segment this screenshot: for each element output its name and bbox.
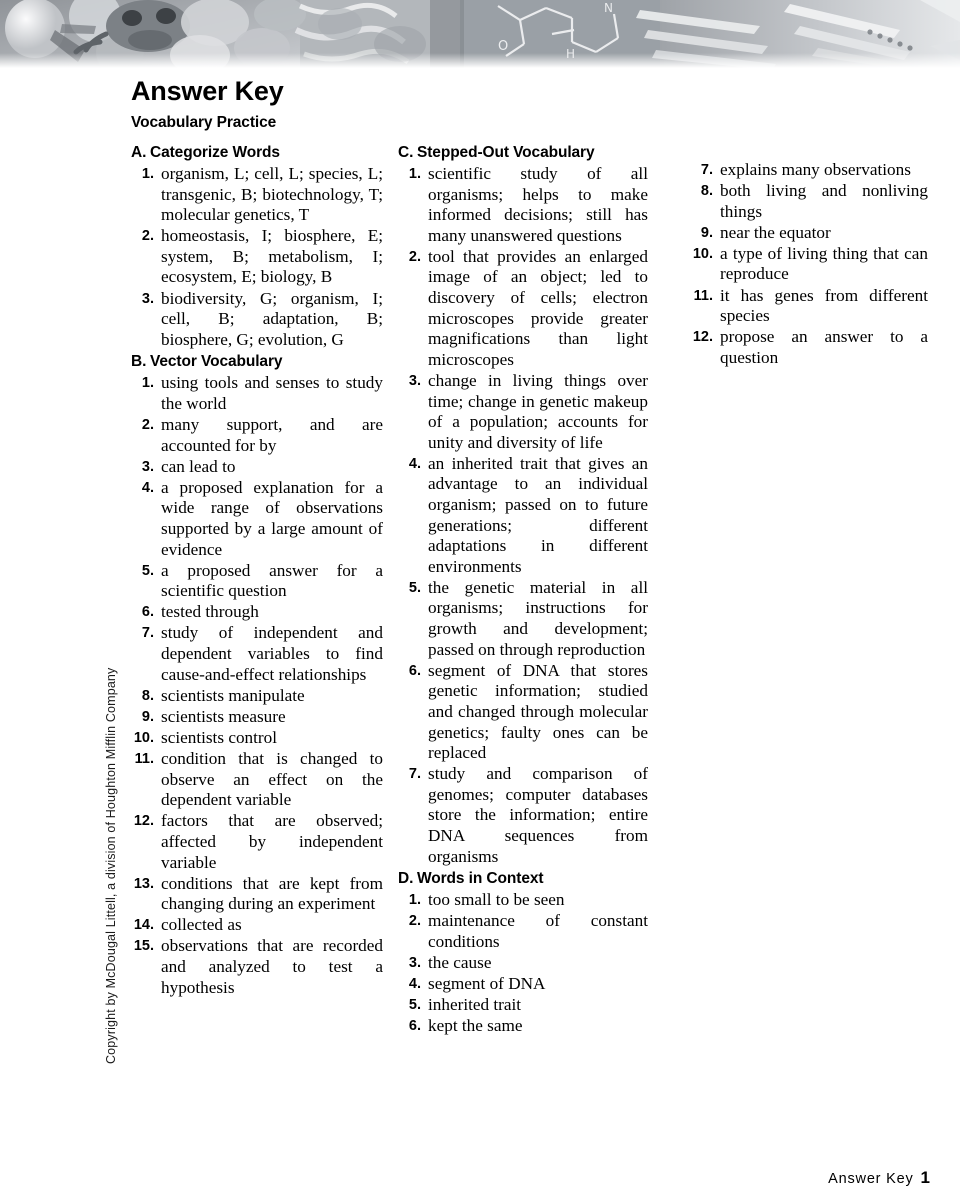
item-number: 12.: [133, 813, 154, 830]
column-two: [398, 141, 648, 1037]
item-text: a proposed explanation for a wide range of observations supported by a large amount of evidence: [161, 477, 383, 559]
answer-list-c: [398, 164, 648, 867]
list-item: [398, 911, 648, 952]
item-text: inherited trait: [428, 995, 522, 1015]
section-heading-d: [398, 870, 648, 888]
list-item: [131, 686, 383, 707]
item-number: 9.: [141, 708, 154, 725]
item-text: tool that provides an enlarged image of an object; led to discovery of cells; electron microscopes provide greater magnifications than light microscopes: [428, 246, 648, 369]
item-text: biodiversity, G; organism, I; cell, B; adaptation, B; biosphere, G; evolution, G: [161, 288, 383, 349]
item-text: propose an answer to a question: [720, 327, 928, 367]
item-text: near the equator: [720, 222, 831, 242]
item-text: change in living things over time; change in genetic makeup of a population; accounts for unity and diversity of life: [428, 370, 648, 452]
list-item: [131, 164, 383, 226]
list-item: [131, 415, 383, 456]
list-item: [131, 602, 383, 623]
section-heading-c: [398, 144, 648, 162]
column-one: [131, 141, 383, 999]
item-number: 1.: [408, 892, 421, 909]
item-text: a proposed answer for a scientific question: [161, 560, 383, 601]
list-item: [398, 890, 648, 911]
item-number: 10.: [692, 245, 713, 262]
item-number: 3.: [141, 458, 154, 475]
item-text: scientists control: [161, 727, 277, 747]
item-text: scientific study of all organisms; helps to make informed decisions; still has many unanswered questions: [428, 164, 648, 245]
list-item: [683, 244, 928, 285]
item-text: tested through: [161, 602, 259, 622]
item-number: 2.: [141, 228, 154, 245]
item-number: 7.: [700, 162, 713, 178]
item-text: factors that are observed; affected by independent variable: [161, 811, 383, 872]
answer-list-a: [131, 164, 383, 350]
item-number: 11.: [693, 287, 713, 304]
list-item: [398, 995, 648, 1016]
section-letter-c: C.: [398, 144, 414, 161]
item-text: condition that is changed to observe an effect on the dependent variable: [161, 749, 383, 810]
banner-artwork: [0, 0, 960, 68]
section-letter-d: D.: [398, 870, 414, 888]
copyright-notice: Copyright by McDougal Littell, a division of Houghton Mifflin Company: [104, 667, 118, 1064]
item-number: 6.: [408, 662, 421, 679]
item-text: segment of DNA: [428, 974, 546, 994]
section-title-c: Stepped-Out Vocabulary: [417, 144, 595, 161]
list-item: [131, 561, 383, 602]
list-item: [398, 764, 648, 867]
item-text: an inherited trait that gives an advantage to an individual organism; passed on to future generations; different adaptations in different environments: [428, 453, 648, 576]
item-text: study and comparison of genomes; computer databases store the information; entire DNA sequences from organisms: [428, 764, 648, 866]
item-number: 5.: [408, 997, 421, 1014]
item-number: 2.: [141, 417, 154, 434]
page-subtitle: Vocabulary Practice: [131, 114, 277, 131]
item-text: too small to be seen: [428, 890, 565, 910]
section-title-d: Words in Context: [417, 870, 544, 888]
item-number: 10.: [133, 729, 154, 746]
item-number: 6.: [141, 604, 154, 621]
item-text: many support, and are accounted for by: [161, 415, 383, 455]
list-item: [398, 454, 648, 578]
section-title-a: Categorize Words: [150, 144, 280, 161]
item-number: 1.: [141, 375, 154, 392]
item-number: 12.: [692, 329, 713, 346]
item-number: 14.: [133, 917, 154, 934]
section-letter-b: B.: [131, 353, 147, 371]
list-item: [683, 181, 928, 222]
list-item: [398, 164, 648, 246]
item-number: 4.: [408, 455, 421, 472]
item-number: 5.: [408, 579, 421, 596]
item-number: 3.: [408, 372, 421, 389]
item-text: conditions that are kept from changing during an experiment: [161, 873, 383, 914]
item-number: 11.: [134, 751, 154, 768]
item-text: it has genes from different species: [720, 285, 928, 326]
list-item: [131, 936, 383, 998]
list-item: [683, 223, 928, 244]
list-item: [683, 286, 928, 327]
list-item: [131, 373, 383, 414]
item-number: 5.: [141, 562, 154, 579]
list-item: [398, 1016, 648, 1037]
list-item: [683, 160, 928, 181]
item-number: 3.: [141, 290, 154, 307]
item-number: 8.: [141, 687, 154, 704]
item-text: organism, L; cell, L; species, L; transgenic, B; biotechnology, T; molecular genetics, T: [161, 164, 383, 225]
item-text: study of independent and dependent variables to find cause-and-effect relationships: [161, 623, 383, 684]
list-item: [683, 327, 928, 368]
list-item: [131, 478, 383, 560]
item-text: the genetic material in all organisms; instructions for growth and development; passed on through reproduction: [428, 577, 648, 659]
list-item: [131, 728, 383, 749]
section-heading-b: [131, 353, 383, 371]
list-item: [131, 874, 383, 915]
item-text: can lead to: [161, 456, 236, 476]
item-text: observations that are recorded and analyzed to test a hypothesis: [161, 936, 383, 997]
section-heading-a: [131, 144, 383, 162]
item-number: 2.: [408, 248, 421, 265]
item-text: using tools and senses to study the world: [161, 373, 383, 413]
page-body: [0, 68, 960, 1196]
item-number: 15.: [133, 938, 154, 955]
item-number: 6.: [408, 1018, 421, 1035]
item-text: explains many observations: [720, 160, 911, 179]
item-text: kept the same: [428, 1016, 523, 1036]
list-item: [398, 578, 648, 660]
answer-list-d-left: [398, 890, 648, 1037]
item-number: 2.: [408, 913, 421, 930]
item-number: 4.: [408, 976, 421, 993]
answer-list-d-right: [683, 160, 928, 368]
item-number: 3.: [408, 954, 421, 971]
section-title-b: Vector Vocabulary: [150, 353, 283, 371]
list-item: [131, 289, 383, 351]
footer-page-number: 1: [920, 1168, 930, 1187]
item-text: maintenance of constant conditions: [428, 911, 648, 951]
column-three: [683, 160, 928, 369]
item-text: scientists manipulate: [161, 685, 305, 705]
header-photo-banner: [0, 0, 960, 68]
list-item: [398, 661, 648, 764]
list-item: [398, 974, 648, 995]
item-text: collected as: [161, 915, 242, 935]
item-number: 1.: [141, 166, 154, 182]
list-item: [131, 623, 383, 685]
item-number: 1.: [408, 166, 421, 182]
list-item: [131, 811, 383, 873]
list-item: [398, 371, 648, 453]
list-item: [131, 457, 383, 478]
item-number: 7.: [408, 766, 421, 783]
item-number: 9.: [700, 224, 713, 241]
page-footer: [0, 1168, 960, 1188]
item-text: the cause: [428, 952, 492, 972]
list-item: [131, 749, 383, 811]
item-text: scientists measure: [161, 706, 286, 726]
item-text: a type of living thing that can reproduce: [720, 243, 928, 284]
answer-list-b: [131, 373, 383, 998]
item-text: both living and nonliving things: [720, 181, 928, 221]
list-item: [131, 707, 383, 728]
list-item: [131, 915, 383, 936]
item-number: 4.: [141, 479, 154, 496]
footer-label: Answer Key: [828, 1171, 914, 1187]
item-number: 7.: [141, 625, 154, 642]
item-number: 13.: [133, 875, 154, 892]
item-text: segment of DNA that stores genetic information; studied and changed through molecular genetics; faulty ones can be replaced: [428, 660, 648, 763]
page-title: Answer Key: [131, 76, 284, 106]
item-number: 8.: [700, 183, 713, 200]
item-text: homeostasis, I; biosphere, E; system, B; metabolism, I; ecosystem, E; biology, B: [161, 226, 383, 287]
list-item: [398, 247, 648, 371]
section-letter-a: A.: [131, 144, 147, 161]
list-item: [398, 953, 648, 974]
list-item: [131, 226, 383, 288]
